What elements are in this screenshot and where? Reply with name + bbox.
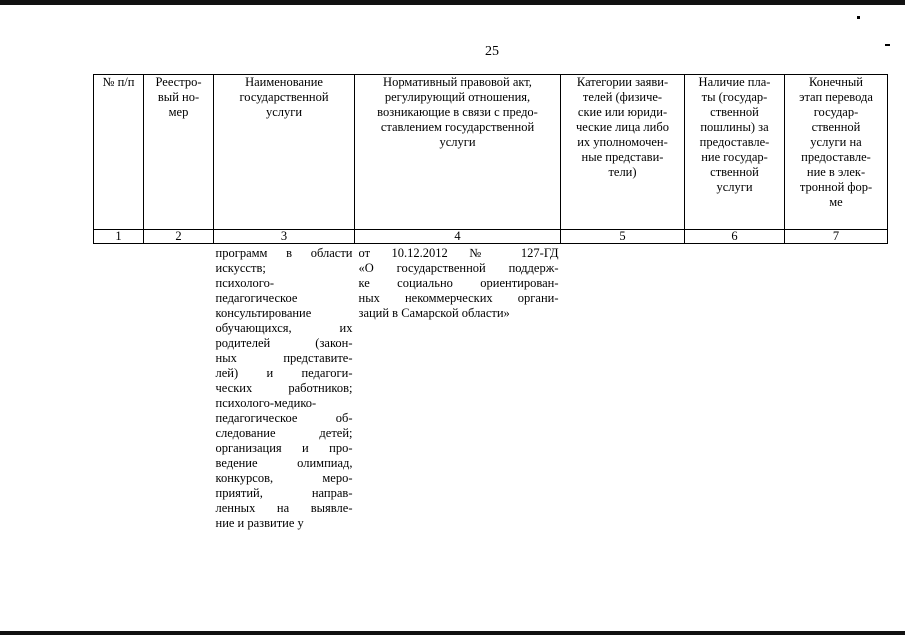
header-line: Нормативный правовой акт, <box>383 75 532 89</box>
cell-empty <box>685 244 785 577</box>
service-name-line: родителей (закон- <box>215 336 353 350</box>
service-name-line: конкурсов, меро- <box>215 471 353 485</box>
header-line: ственной <box>710 165 759 179</box>
header-line: услуги <box>439 135 476 149</box>
service-name-line: педагогическое об- <box>215 411 353 425</box>
header-line: услуги <box>265 105 303 119</box>
table-row <box>94 244 888 577</box>
service-name-line: ленных на выявле- <box>215 501 353 515</box>
service-name-line: организация и про- <box>215 441 353 455</box>
header-line: предоставле- <box>699 135 770 149</box>
header-line: Категории заяви- <box>576 75 669 89</box>
service-name-line: программ в области <box>215 246 353 260</box>
header-line: Конечный <box>809 75 863 89</box>
header-line: их уполномочен- <box>577 135 668 149</box>
table-header-row <box>94 75 888 230</box>
header-line: предоставле- <box>801 150 871 164</box>
legal-act-line: от 10.12.2012 № 127-ГД <box>358 246 559 260</box>
services-table <box>93 74 888 576</box>
legal-act-line: ных некоммерческих органи- <box>358 291 559 305</box>
header-line: ские или юриди- <box>577 105 668 119</box>
column-number: 5 <box>561 230 685 244</box>
service-name-line: обучающихся, их <box>215 321 353 335</box>
header-cell-registry-number <box>144 75 214 230</box>
service-name-line: приятий, направ- <box>215 486 353 500</box>
header-line: ме <box>829 195 843 209</box>
service-name-line: психолого- <box>215 276 275 290</box>
header-line: Наличие пла- <box>698 75 771 89</box>
header-line: мер <box>168 105 189 119</box>
service-name-line: ных представите- <box>215 351 353 365</box>
header-line: Наименование <box>245 75 323 89</box>
service-name-line: ведение олимпиад, <box>215 456 353 470</box>
header-cell-service-name <box>214 75 355 230</box>
cell-service-name <box>214 244 355 577</box>
header-line: ственной <box>811 120 861 134</box>
scan-speck <box>857 16 860 19</box>
service-name-line: педагогическое <box>215 291 298 305</box>
column-number: 6 <box>685 230 785 244</box>
header-line: этап перевода <box>799 90 873 104</box>
service-name-line: ческих работников; <box>215 381 353 395</box>
header-line: ние в элек- <box>806 165 866 179</box>
column-number-row <box>94 230 888 244</box>
header-line: ние государ- <box>701 150 768 164</box>
scan-speck <box>885 44 890 46</box>
cell-empty <box>144 244 214 577</box>
header-line: услуги <box>716 180 753 194</box>
cell-empty <box>561 244 685 577</box>
column-number: 1 <box>94 230 144 244</box>
header-cell-number <box>94 75 144 230</box>
header-line: возникающие в связи с предо- <box>377 105 538 119</box>
header-cell-applicant-categories <box>561 75 685 230</box>
service-name-line: следование детей; <box>215 426 353 440</box>
service-name-line: психолого-медико- <box>215 396 317 410</box>
header-line: государ- <box>813 105 859 119</box>
legal-act-line: ке социально ориентирован- <box>358 276 559 290</box>
header-line: ставлением государственной <box>380 120 535 134</box>
column-number: 7 <box>785 230 888 244</box>
header-line: вый но- <box>157 90 200 104</box>
header-cell-legal-act <box>355 75 561 230</box>
column-number: 4 <box>355 230 561 244</box>
service-name-line: ние и развитие у <box>215 516 304 530</box>
service-name-line: лей) и педагоги- <box>215 366 353 380</box>
scan-border-top <box>0 0 905 5</box>
service-name-line: искусств; <box>215 261 266 275</box>
header-line: ные представи- <box>581 150 664 164</box>
header-line: тели) <box>608 165 637 179</box>
scan-border-bottom <box>0 631 905 635</box>
header-line: ственной <box>710 105 759 119</box>
header-line: регулирующий отношения, <box>384 90 531 104</box>
header-line: тронной фор- <box>799 180 873 194</box>
header-line: ческие лица либо <box>576 120 669 134</box>
legal-act-line: заций в Самарской области» <box>358 306 510 320</box>
cell-empty <box>785 244 888 577</box>
page-number: 25 <box>485 44 499 59</box>
legal-act-line: «О государственной поддерж- <box>358 261 559 275</box>
cell-empty <box>94 244 144 577</box>
header-line: ты (государ- <box>701 90 768 104</box>
cell-legal-act <box>355 244 561 577</box>
header-line: государственной <box>239 90 329 104</box>
header-line: № п/п <box>102 75 135 89</box>
column-number: 2 <box>144 230 214 244</box>
header-line: телей (физиче- <box>582 90 663 104</box>
header-cell-fee <box>685 75 785 230</box>
header-line: услуги на <box>810 135 862 149</box>
column-number: 3 <box>214 230 355 244</box>
header-line: Реестро- <box>155 75 202 89</box>
header-cell-electronic-stage <box>785 75 888 230</box>
header-line: пошлины) за <box>700 120 769 134</box>
service-name-line: консультирование <box>215 306 312 320</box>
